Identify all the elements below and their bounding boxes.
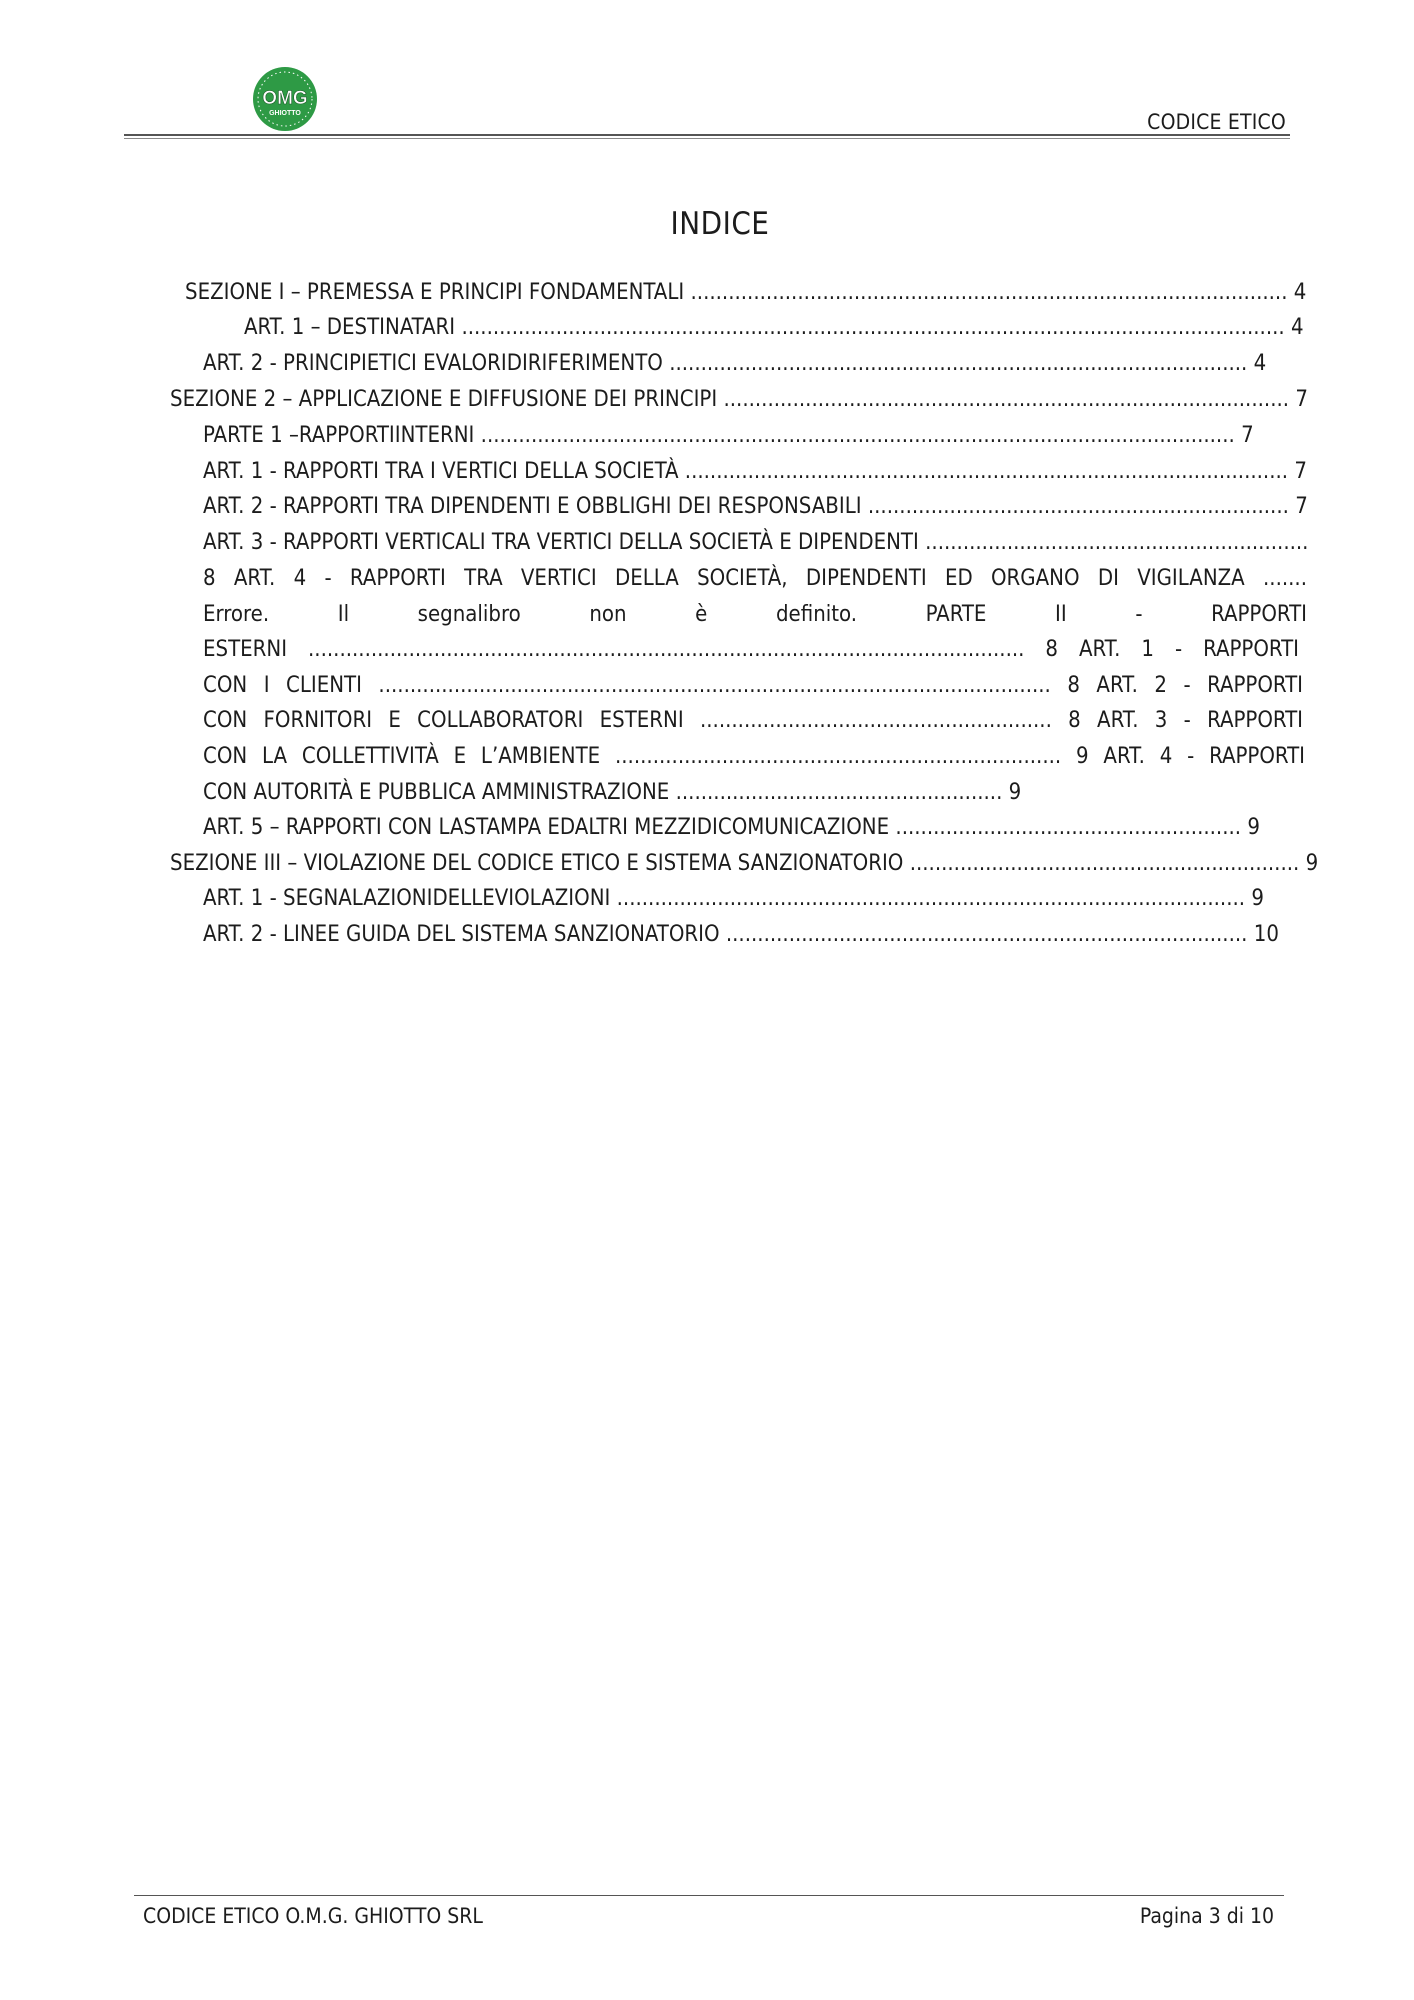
toc-entry-title: ART. 3 - RAPPORTI VERTICALI TRA VERTICI DELLA SOCIETÀ E DIPENDENTI (203, 530, 919, 555)
toc-entry-page: 9 (1245, 886, 1264, 911)
toc-entry[interactable] (170, 851, 1318, 877)
toc-garbled-line: Errore. Il segnalibro non è definito. PARTE II - RAPPORTI (203, 602, 1307, 627)
toc-entry-title: PARTE 1 –RAPPORTIINTERNI (203, 423, 475, 448)
toc-entry-title: ART. 1 – DESTINATARI (244, 315, 456, 340)
footer-rule (134, 1895, 1284, 1896)
toc-entry-title: SEZIONE 2 – APPLICAZIONE E DIFFUSIONE DEI PRINCIPI (170, 387, 718, 412)
toc-dot-leader: .......................................................................................... (723, 387, 1290, 412)
toc-entry[interactable] (244, 315, 1304, 341)
omg-ghiotto-logo (252, 66, 318, 132)
toc-entry-title: ART. 1 - SEGNALAZIONIDELLEVIOLAZIONI (203, 886, 611, 911)
toc-dot-leader: ................................................................................... (725, 922, 1248, 947)
svg-text:GHIOTTO: GHIOTTO (269, 110, 301, 117)
toc-dot-leader: ................................................................................................ (684, 459, 1289, 484)
toc-dot-leader: ................................................................... (867, 494, 1289, 519)
toc-entry[interactable] (170, 387, 1308, 413)
toc-garbled-line: 8 ART. 4 - RAPPORTI TRA VERTICI DELLA SOCIETÀ, DIPENDENTI ED ORGANO DI VIGILANZA ....... (203, 566, 1307, 591)
toc-dot-leader: ............................................................................................... (690, 280, 1288, 305)
svg-text:OMG: OMG (262, 88, 308, 109)
header-rule (124, 134, 1290, 136)
toc-entry[interactable] (203, 459, 1307, 485)
toc-entry[interactable] (203, 423, 1254, 449)
toc-entry-title: ART. 2 - LINEE GUIDA DEL SISTEMA SANZIONATORIO (203, 922, 720, 947)
toc-entry[interactable] (203, 886, 1264, 912)
toc-dot-leader: .............................................................. (909, 851, 1300, 876)
toc-entry[interactable] (203, 815, 1260, 841)
toc-entry-page: 7 (1288, 494, 1308, 519)
toc-entry-title: ART. 2 - RAPPORTI TRA DIPENDENTI E OBBLIGHI DEI RESPONSABILI (203, 494, 862, 519)
toc-entry-page: 7 (1288, 459, 1307, 484)
toc-dot-leader: ............................................................................................ (669, 351, 1248, 376)
toc-garbled-line: ESTERNI .................................................................................................................. 8 ART. 1 - RAPPORTI (203, 637, 1299, 662)
header-title: CODICE ETICO (1147, 110, 1286, 134)
toc-entry-page: 7 (1289, 387, 1308, 412)
toc-entry-page: 4 (1287, 280, 1307, 305)
toc-entry[interactable] (185, 280, 1306, 306)
toc-entry-title: SEZIONE III – VIOLAZIONE DEL CODICE ETICO E SISTEMA SANZIONATORIO (170, 851, 904, 876)
toc-title: INDICE (670, 206, 770, 242)
toc-garbled-line: CON AUTORITÀ E PUBBLICA AMMINISTRAZIONE .................................................... 9 (203, 780, 1022, 805)
header-rule-thin (124, 138, 1290, 139)
toc-entry-title: ART. 1 - RAPPORTI TRA I VERTICI DELLA SOCIETÀ (203, 459, 679, 484)
toc-entry[interactable] (203, 530, 1308, 556)
toc-dot-leader: ....................................................... (895, 815, 1242, 840)
toc-garbled-line: CON I CLIENTI ........................................................................................................... 8 ART. 2 - RAPPORTI (203, 673, 1303, 698)
toc-entry[interactable] (203, 494, 1308, 520)
toc-garbled-line: CON FORNITORI E COLLABORATORI ESTERNI ........................................................ 8 ART. 3 - RAPPORTI (203, 708, 1303, 733)
toc-dot-leader: ........................................................................................................................ (480, 423, 1235, 448)
footer-page-number: Pagina 3 di 10 (1139, 1904, 1274, 1928)
toc-entry-page: 10 (1247, 922, 1279, 947)
toc-entry-page: 4 (1284, 315, 1304, 340)
toc-dot-leader: .................................................................................................... (616, 886, 1246, 911)
toc-entry-title: ART. 2 - PRINCIPIETICI EVALORIDIRIFERIMENTO (203, 351, 663, 376)
footer-document-name: CODICE ETICO O.M.G. GHIOTTO SRL (143, 1904, 483, 1928)
toc-garbled-line: CON LA COLLETTIVITÀ E L’AMBIENTE ....................................................................... 9 ART. 4 - RAPPORTI (203, 744, 1305, 769)
toc-dot-leader: ............................................................. (925, 530, 1309, 555)
toc-entry-page: 9 (1299, 851, 1319, 876)
toc-entry[interactable] (203, 922, 1279, 948)
toc-entry[interactable] (203, 351, 1266, 377)
toc-entry-page: 7 (1234, 423, 1254, 448)
toc-entry-page: 9 (1241, 815, 1260, 840)
toc-entry-page: 4 (1247, 351, 1267, 376)
toc-entry-title: SEZIONE I – PREMESSA E PRINCIPI FONDAMENTALI (185, 280, 685, 305)
toc-dot-leader: ................................................................................................................................... (461, 315, 1285, 340)
toc-entry-title: ART. 5 – RAPPORTI CON LASTAMPA EDALTRI MEZZIDICOMUNICAZIONE (203, 815, 890, 840)
